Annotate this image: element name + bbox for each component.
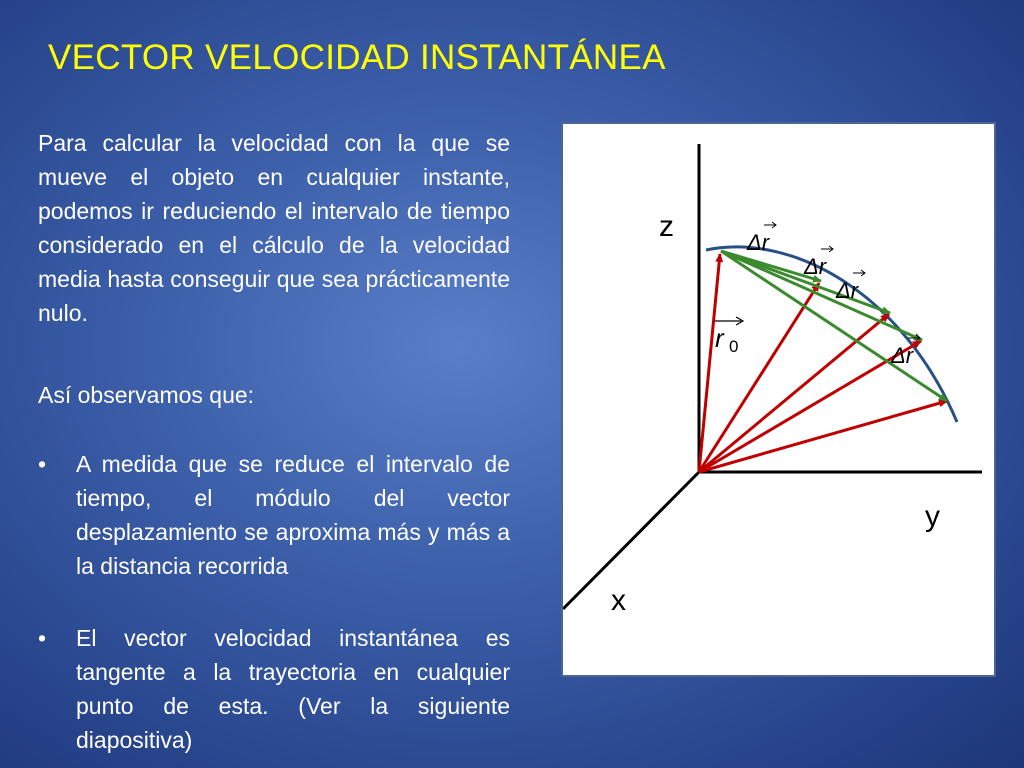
bullet-text: A medida que se reduce el intervalo de tiempo, el módulo del vector desplazamiento se aproxima más y más a la distancia recorrida xyxy=(76,451,510,579)
x-axis xyxy=(563,472,699,609)
bullet-list-2 xyxy=(38,621,510,757)
bullet-item xyxy=(38,447,510,583)
trajectory-curve xyxy=(706,247,957,422)
delta-r-text: Δr xyxy=(804,254,827,279)
delta-r-text: Δr xyxy=(836,278,859,303)
bullet-list-1 xyxy=(38,447,510,583)
delta-r-overarrow xyxy=(764,222,776,228)
delta-r-overarrow xyxy=(821,246,833,252)
z-axis-label: z xyxy=(659,210,674,243)
x-axis-label: x xyxy=(611,584,626,617)
delta-r-text: Δr xyxy=(747,230,770,255)
slide-title: VECTOR VELOCIDAD INSTANTÁNEA xyxy=(48,38,666,77)
r0-label xyxy=(715,317,743,356)
observe-heading: Así observamos que: xyxy=(38,382,255,408)
bullet-text: El vector velocidad instantánea es tangente a la trayectoria en cualquier punto de esta. (Ver la siguiente diapositiva) xyxy=(76,625,510,753)
vector-diagram xyxy=(561,122,996,677)
delta-r-text: Δr xyxy=(891,343,914,368)
bullet-dot: • xyxy=(38,451,47,477)
bullet-dot: • xyxy=(38,625,47,651)
intro-paragraph: Para calcular la velocidad con la que se mueve el objeto en cualquier instante, podemos ir reduciendo el intervalo de tiempo considerado en el cálculo de la velocidad media hasta conseguir que sea prácticamente nulo. xyxy=(38,130,510,326)
r0-letter: r xyxy=(715,323,724,353)
diagram-svg xyxy=(563,124,994,675)
delta-r-label-2 xyxy=(803,246,833,279)
position-vector-r0 xyxy=(699,254,720,472)
position-vector xyxy=(699,314,889,472)
r0-subscript: 0 xyxy=(729,337,739,356)
y-axis-label: y xyxy=(925,500,940,533)
bullet-item xyxy=(38,621,510,757)
delta-r-overarrow xyxy=(853,270,865,276)
delta-r-label-3 xyxy=(835,270,865,303)
